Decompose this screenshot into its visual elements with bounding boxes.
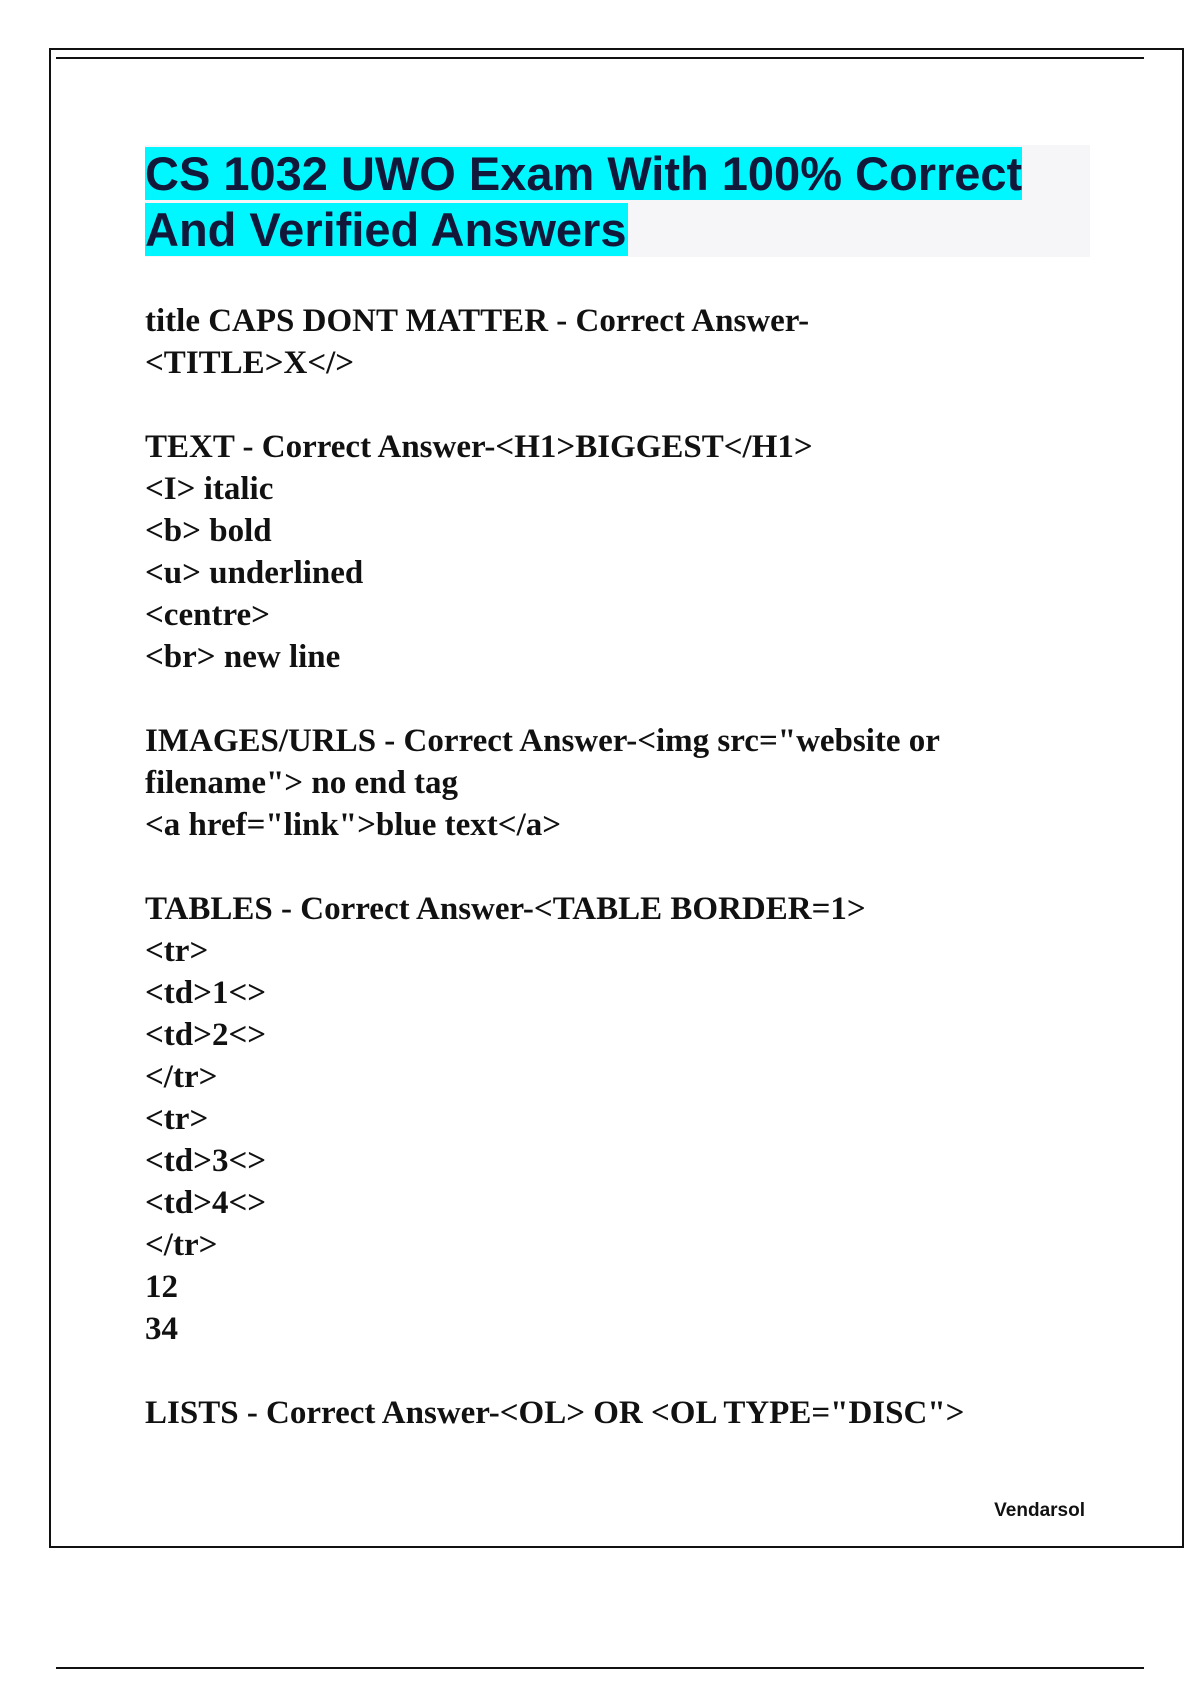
entry-line: TEXT - Correct Answer-<H1>BIGGEST</H1> (145, 429, 813, 465)
qa-entry-lists (145, 1392, 1105, 1434)
entry-line: title CAPS DONT MATTER - Correct Answer- (145, 303, 810, 339)
entry-line: 12 (145, 1269, 178, 1305)
entry-line: <td>1<> (145, 975, 267, 1011)
footer-brand: Vendarsol (994, 1500, 1085, 1521)
entry-line: <u> underlined (145, 555, 364, 591)
top-rule (56, 57, 1144, 59)
entry-line: <td>2<> (145, 1017, 267, 1053)
entry-line: <tr> (145, 933, 209, 969)
entry-line: IMAGES/URLS - Correct Answer-<img src="website or (145, 723, 940, 759)
entry-line: 34 (145, 1311, 178, 1347)
qa-entry-text (145, 426, 1105, 678)
entry-line: TABLES - Correct Answer-<TABLE BORDER=1> (145, 891, 866, 927)
qa-entry-images-urls (145, 720, 1105, 846)
entry-line: filename"> no end tag (145, 765, 459, 801)
entry-line: <br> new line (145, 639, 341, 675)
entry-line: <centre> (145, 597, 270, 633)
entry-line: <TITLE>X</> (145, 345, 355, 381)
entry-line: </tr> (145, 1227, 218, 1263)
qa-entry-tables (145, 888, 1105, 1350)
qa-content (145, 300, 1105, 1476)
entry-line: <tr> (145, 1101, 209, 1137)
bottom-rule (56, 1667, 1144, 1669)
document-title (145, 146, 1085, 258)
document-title-text: CS 1032 UWO Exam With 100% Correct And Verified Answers (145, 147, 1023, 256)
entry-line: <b> bold (145, 513, 272, 549)
entry-line: <I> italic (145, 471, 274, 507)
entry-line: LISTS - Correct Answer-<OL> OR <OL TYPE="DISC"> (145, 1395, 965, 1431)
entry-line: <td>4<> (145, 1185, 267, 1221)
qa-entry-title (145, 300, 1105, 384)
entry-line: <td>3<> (145, 1143, 267, 1179)
entry-line: </tr> (145, 1059, 218, 1095)
entry-line: <a href="link">blue text</a> (145, 807, 562, 843)
